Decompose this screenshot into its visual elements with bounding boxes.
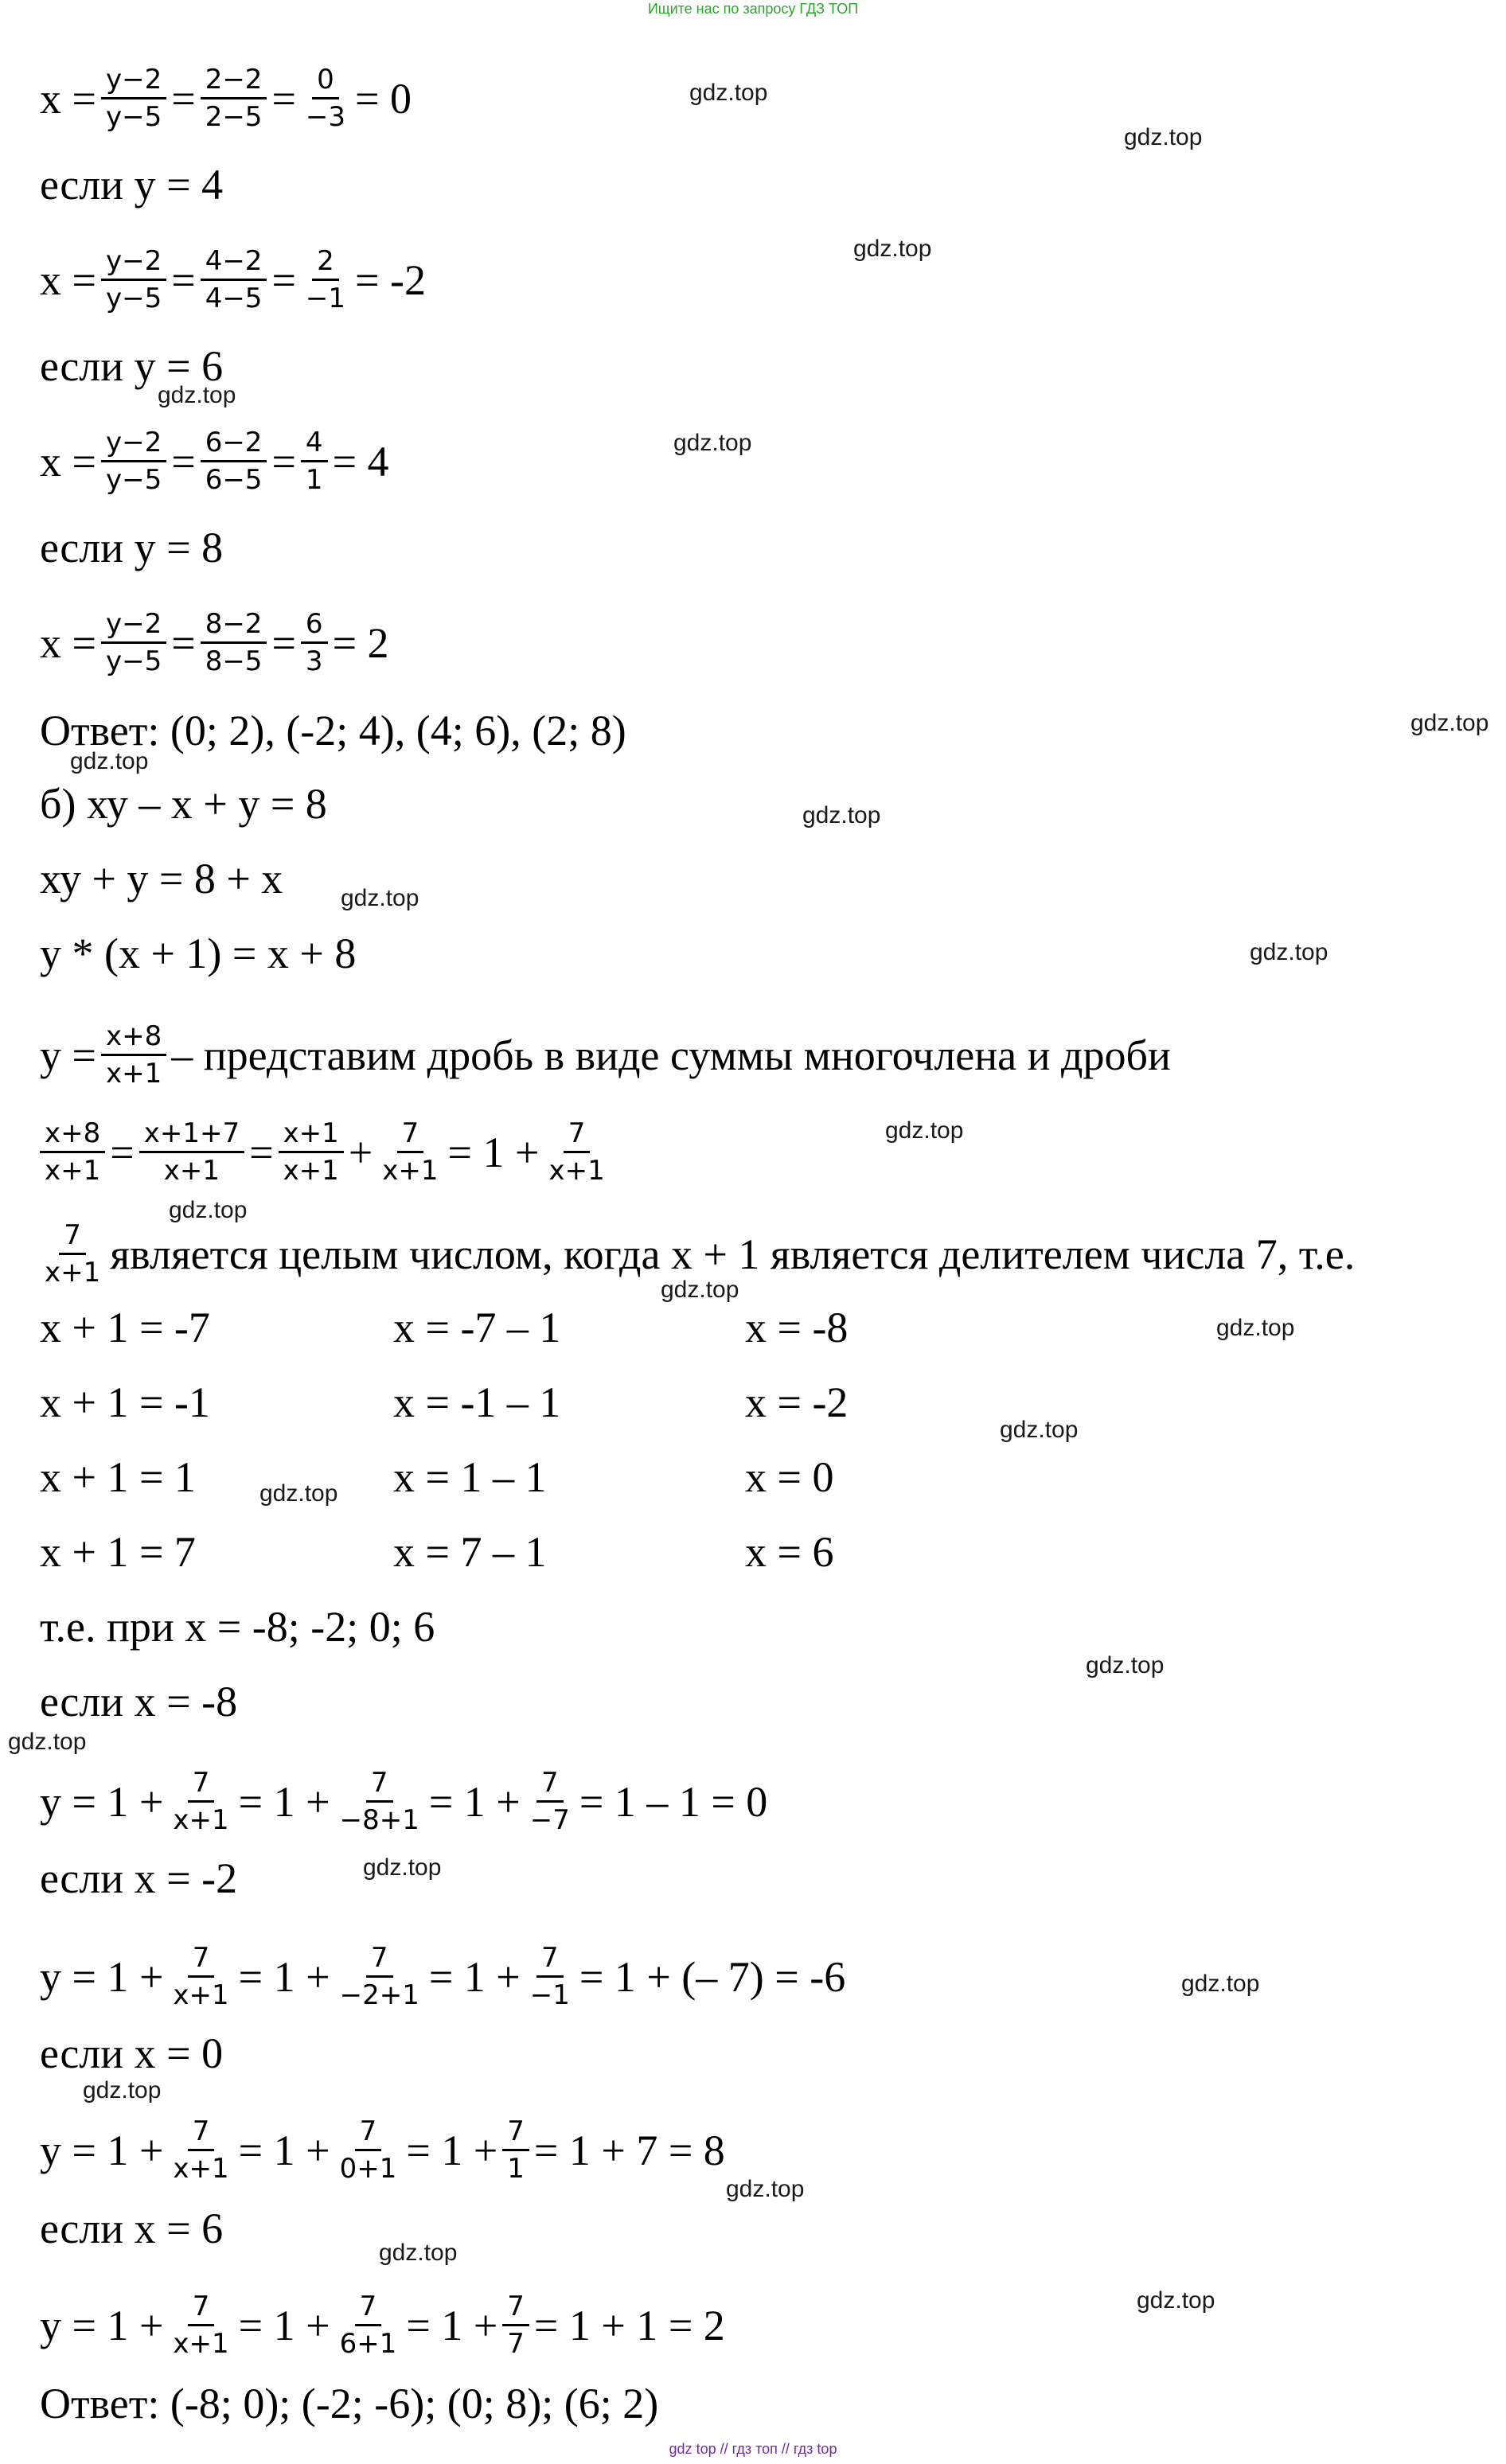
equation-line: ху + у = 8 + х (40, 855, 283, 903)
numerator: 7 (188, 2114, 215, 2151)
eq-text: является целым числом, когда х + 1 является делителем числа 7, т.е. (110, 1230, 1356, 1278)
numerator: 7 (502, 2114, 529, 2151)
conclusion-line: т.е. при х = -8; -2; 0; 6 (40, 1603, 435, 1651)
numerator: 7 (397, 1116, 424, 1153)
fraction (301, 606, 328, 679)
watermark: gdz.top (1181, 1971, 1260, 1997)
denominator: 8−5 (205, 645, 263, 677)
fraction (301, 425, 328, 497)
numerator: y−2 (101, 425, 166, 462)
eq-text: = 0 (355, 74, 412, 123)
divisor-result: х = -2 (745, 1378, 849, 1426)
denominator: 7 (507, 2328, 525, 2360)
numerator: 7 (59, 1218, 86, 1255)
eq-text: y = 1 + (40, 1777, 164, 1826)
watermark: gdz.top (673, 430, 752, 456)
equation-line: у * (х + 1) = х + 8 (40, 930, 357, 977)
eq-text: = 1 + (447, 1128, 540, 1176)
fraction (168, 1940, 233, 2013)
numerator: 7 (355, 2289, 382, 2326)
equation-line-21 (40, 1765, 767, 1838)
eq-text: y = 1 + (40, 1952, 164, 2001)
fraction (201, 425, 267, 497)
fraction (101, 606, 166, 679)
fraction (525, 1940, 575, 2013)
watermark: gdz.top (1086, 1652, 1165, 1678)
eq-text: x = (40, 618, 96, 667)
divisor-result: х = -8 (745, 1304, 849, 1351)
denominator: −1 (305, 283, 346, 314)
case-label: если х = -2 (40, 1854, 238, 1902)
numerator: y−2 (101, 606, 166, 644)
eq-text: = -2 (355, 255, 426, 304)
denominator: y−5 (105, 283, 162, 314)
watermark: gdz.top (1410, 710, 1489, 736)
numerator: 2−2 (201, 62, 267, 99)
eq-text: = 1 – 1 = 0 (579, 1777, 768, 1826)
denominator: x+1 (163, 1155, 220, 1187)
eq-text: = (249, 1128, 274, 1176)
numerator: 7 (188, 1940, 215, 1978)
fraction (101, 244, 166, 316)
eq-text: = 1 + 7 = 8 (533, 2126, 725, 2174)
eq-text: = (171, 437, 196, 485)
numerator: 0 (312, 62, 339, 99)
eq-text: = (271, 255, 296, 304)
numerator: y−2 (101, 62, 166, 99)
eq-text: x = (40, 437, 96, 485)
numerator: 7 (188, 2289, 215, 2326)
case-label: если х = 0 (40, 2029, 224, 2077)
numerator: 7 (564, 1116, 591, 1153)
eq-text: = 1 + (238, 2301, 330, 2349)
eq-text: = 2 (332, 618, 389, 667)
denominator: x+1 (173, 2153, 229, 2185)
fraction (101, 425, 166, 497)
numerator: 7 (502, 2289, 529, 2326)
case-label: если х = -8 (40, 1678, 238, 1725)
fraction (544, 1116, 609, 1188)
eq-text: = 1 + 1 = 2 (533, 2301, 725, 2349)
numerator: 6 (301, 606, 328, 644)
numerator: 4 (301, 425, 328, 462)
fraction (335, 2289, 402, 2361)
eq-text: x = (40, 255, 96, 304)
numerator: x+1+7 (139, 1116, 244, 1153)
denominator: y−5 (105, 645, 162, 677)
answer-b: Ответ: (-8; 0); (-2; -6); (0; 8); (6; 2) (40, 2380, 659, 2427)
denominator: x+1 (105, 1058, 162, 1090)
divisor-case: х + 1 = -7 (40, 1304, 210, 1351)
numerator: 7 (366, 1765, 393, 1803)
numerator: x+8 (40, 1116, 105, 1153)
equation-line-7 (40, 606, 389, 679)
denominator: x+1 (283, 1155, 339, 1187)
eq-text: = 1 + (406, 2301, 498, 2349)
numerator: 4−2 (201, 244, 267, 281)
denominator: 1 (507, 2153, 525, 2185)
numerator: x+8 (101, 1019, 166, 1056)
numerator: 2 (312, 244, 339, 281)
eq-text: – представим дробь в виде суммы многочлена и дроби (171, 1031, 1171, 1079)
part-b-equation: б) ху – х + у = 8 (40, 780, 327, 828)
denominator: 3 (305, 645, 323, 677)
watermark: gdz.top (158, 382, 236, 408)
numerator: 7 (536, 1940, 564, 1978)
eq-text: = (271, 618, 296, 667)
denominator: x+1 (382, 1155, 439, 1187)
header-banner[interactable]: Ищите нас по запросу ГДЗ ТОП (647, 1, 859, 17)
fraction (335, 1940, 424, 2013)
denominator: −8+1 (339, 1804, 419, 1836)
watermark: gdz.top (853, 236, 932, 262)
eq-text: = 4 (332, 437, 389, 485)
watermark: gdz.top (1124, 124, 1203, 150)
equation-line-1 (40, 62, 412, 135)
watermark: gdz.top (259, 1480, 338, 1507)
eq-text: = (271, 74, 296, 123)
numerator: 7 (366, 1940, 393, 1978)
numerator: x+1 (279, 1116, 344, 1153)
case-label: если у = 8 (40, 524, 224, 571)
denominator: 6+1 (339, 2328, 397, 2360)
case-label: если у = 6 (40, 342, 224, 390)
fraction (335, 2114, 402, 2186)
eq-text: y = 1 + (40, 2301, 164, 2349)
eq-text: = 1 + (238, 2126, 330, 2174)
denominator: 0+1 (339, 2153, 397, 2185)
denominator: y−5 (105, 101, 162, 133)
divisor-step: х = 1 – 1 (393, 1453, 547, 1501)
denominator: y−5 (105, 464, 162, 496)
numerator: 7 (355, 2114, 382, 2151)
fraction (168, 2114, 233, 2186)
case-label: если х = 6 (40, 2205, 224, 2252)
denominator: x+1 (45, 1155, 101, 1187)
equation-line-27 (40, 2289, 725, 2361)
denominator: −1 (529, 1979, 570, 2011)
watermark: gdz.top (1250, 939, 1328, 965)
footer-links[interactable]: gdz top // гдз топ // гдз top (669, 2441, 837, 2457)
divisor-case: х + 1 = 1 (40, 1453, 196, 1501)
eq-text: = (171, 618, 196, 667)
eq-text: y = (40, 1031, 96, 1079)
eq-text: = (171, 255, 196, 304)
fraction (377, 1116, 443, 1188)
watermark: gdz.top (379, 2240, 458, 2266)
eq-text: + (348, 1128, 373, 1176)
watermark: gdz.top (689, 80, 768, 106)
fraction (301, 244, 350, 316)
denominator: x+1 (548, 1155, 605, 1187)
fraction (201, 244, 267, 316)
fraction (201, 62, 267, 135)
watermark: gdz.top (341, 885, 419, 911)
watermark: gdz.top (363, 1854, 442, 1881)
fraction (201, 606, 267, 679)
eq-text: = 1 + (– 7) = -6 (579, 1952, 846, 2001)
watermark: gdz.top (802, 802, 881, 828)
answer-a: Ответ: (0; 2), (-2; 4), (4; 6), (2; 8) (40, 707, 626, 754)
fraction (40, 1218, 105, 1290)
fraction (502, 2114, 529, 2186)
watermark: gdz.top (726, 2176, 805, 2202)
divisor-result: х = 6 (745, 1528, 834, 1576)
eq-text: = (171, 74, 196, 123)
denominator: x+1 (173, 2328, 229, 2360)
denominator: x+1 (45, 1257, 101, 1289)
fraction (279, 1116, 344, 1188)
divisor-case: х + 1 = -1 (40, 1378, 210, 1426)
case-label: если у = 4 (40, 161, 224, 209)
equation-line-23 (40, 1940, 845, 2013)
eq-text: = 1 + (406, 2126, 498, 2174)
divisor-step: х = 7 – 1 (393, 1528, 547, 1576)
watermark: gdz.top (8, 1729, 87, 1755)
eq-text: = 1 + (428, 1952, 521, 2001)
divisor-case: х + 1 = 7 (40, 1528, 196, 1576)
watermark: gdz.top (1137, 2287, 1215, 2314)
equation-line-12 (40, 1019, 1171, 1091)
fraction (101, 1019, 166, 1091)
fraction (525, 1765, 575, 1838)
watermark: gdz.top (169, 1197, 248, 1223)
watermark: gdz.top (1216, 1315, 1295, 1341)
equation-line-5 (40, 425, 389, 497)
denominator: −7 (529, 1804, 570, 1836)
eq-text: = (110, 1128, 135, 1176)
watermark: gdz.top (1000, 1417, 1079, 1443)
equation-line-13 (40, 1116, 614, 1188)
eq-text: x = (40, 74, 96, 123)
fraction (139, 1116, 244, 1188)
divisor-step: х = -7 – 1 (393, 1304, 561, 1351)
numerator: 6−2 (201, 425, 267, 462)
denominator: 2−5 (205, 101, 263, 133)
watermark: gdz.top (83, 2077, 162, 2103)
watermark: gdz.top (885, 1117, 964, 1144)
fraction (335, 1765, 424, 1838)
eq-text: = 1 + (238, 1777, 330, 1826)
eq-text: = 1 + (428, 1777, 521, 1826)
fraction (168, 1765, 233, 1838)
equation-line-25 (40, 2114, 725, 2186)
watermark: gdz.top (70, 748, 149, 774)
eq-text: y = 1 + (40, 2126, 164, 2174)
numerator: 8−2 (201, 606, 267, 644)
numerator: y−2 (101, 244, 166, 281)
denominator: 1 (305, 464, 323, 496)
eq-text: = 1 + (238, 1952, 330, 2001)
denominator: −2+1 (339, 1979, 419, 2011)
divisor-step: х = -1 – 1 (393, 1378, 561, 1426)
fraction (301, 62, 350, 135)
denominator: −3 (305, 101, 346, 133)
fraction (101, 62, 166, 135)
watermark: gdz.top (661, 1277, 739, 1303)
numerator: 7 (536, 1765, 564, 1803)
denominator: x+1 (173, 1979, 229, 2011)
divisor-result: х = 0 (745, 1453, 834, 1501)
fraction (502, 2289, 529, 2361)
eq-text: = (271, 437, 296, 485)
fraction (40, 1116, 105, 1188)
denominator: x+1 (173, 1804, 229, 1836)
equation-line-3 (40, 244, 426, 316)
numerator: 7 (188, 1765, 215, 1803)
denominator: 4−5 (205, 283, 263, 314)
fraction (168, 2289, 233, 2361)
denominator: 6−5 (205, 464, 263, 496)
